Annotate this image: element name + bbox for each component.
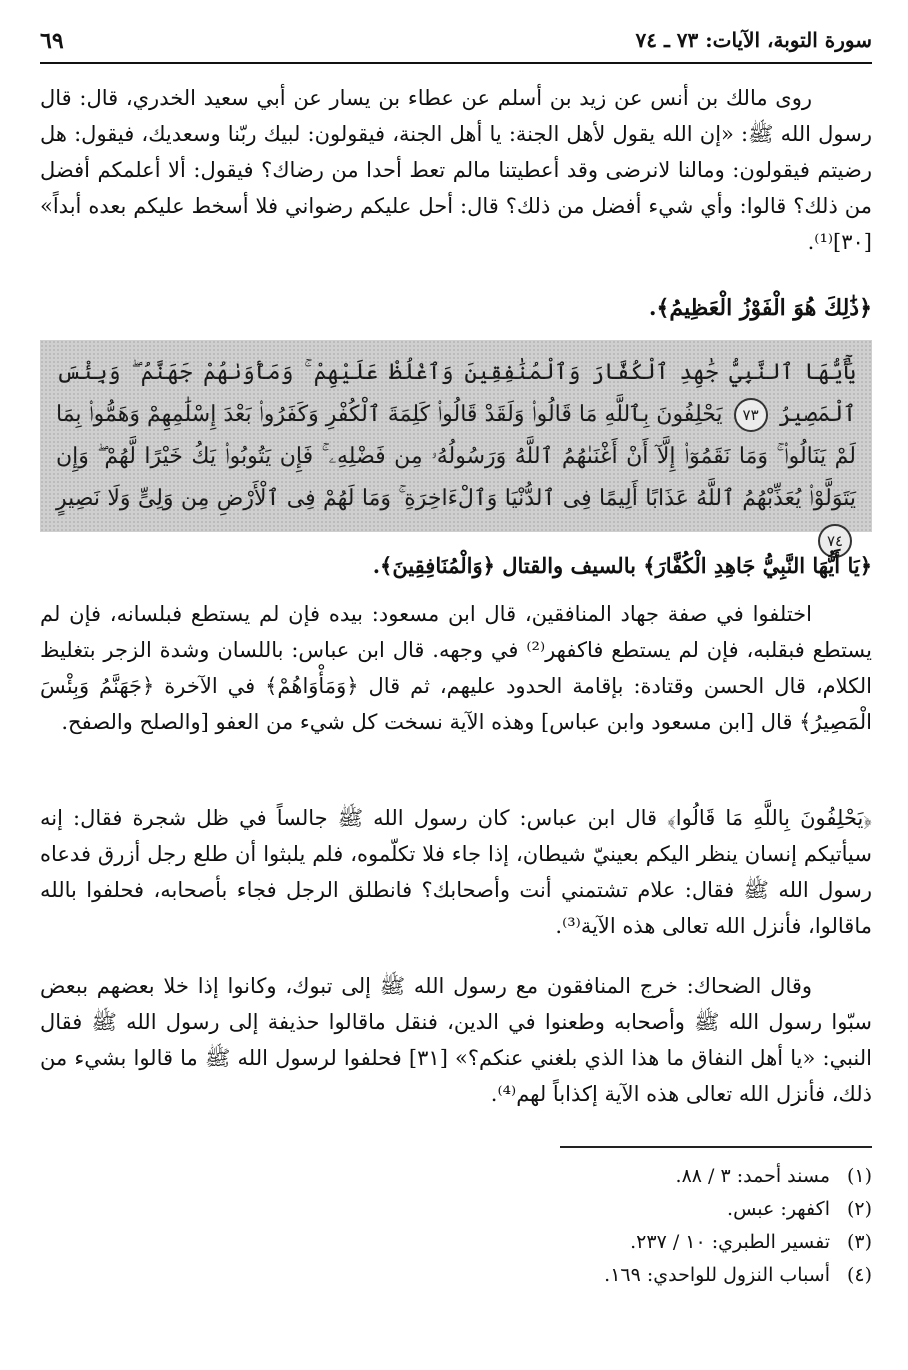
quran-verse-73: يَٰٓأَيُّهَا ٱلنَّبِيُّ جَٰهِدِ ٱلْكُفَّارَ وَٱلْمُنَٰفِقِينَ وَٱغْلُظْ عَلَيْهِمْ ۚ وَمَأْوَىٰهُمْ جَهَنَّمُ ۖ وَبِئْسَ ٱلْمَصِيرُ <box>56 360 856 427</box>
paragraph-jihad: اختلفوا في صفة جهاد المنافقين، قال ابن مسعود: بيده فإن لم يستطع فبلسانه، فإن لم يستطع فبقلبه، فإن لم يستطع فاكفهر⁽²⁾ في وجهه. قال ابن عباس: باللسان وشدة الزجر بتغليظ الكلام، قال الحسن وقتادة: بإقامة الحدود عليهم، ثم قال ﴿وَمَأْوَاهُمْ﴾ في الآخرة ﴿جَهَنَّمُ وَبِئْسَ الْمَصِيرُ﴾ قال [ابن مسعود وابن عباس] وهذه الآية نسخت كل شيء من العفو [والصلح والصفح. <box>40 602 873 734</box>
paragraph-hadith: روى مالك بن أنس عن زيد بن أسلم عن عطاء بن يسار عن أبي سعيد الخدري، قال: قال رسول الله ﷺ: «إن الله يقول لأهل الجنة: يا أهل الجنة، فيقولون: لبيك ربّنا وسعديك، فيقول: هل رضيتم فيقولون: ومالنا لانرضى وقد أعطيتنا مالم تعط أحدا من رضاك؟ فيقول: ألا أعلمكم أفضل من ذلك؟ قالوا: وأي شيء أفضل من ذلك؟ قال: أحل عليكم رضواني فلا أسخط عليكم بعده أبداً» [٣٠]⁽¹⁾. <box>40 86 872 254</box>
quran-verse-box <box>40 340 872 550</box>
quran-verse-74: يَحْلِفُونَ بِٱللَّهِ مَا قَالُوا۟ وَلَقَدْ قَالُوا۟ كَلِمَةَ ٱلْكُفْرِ وَكَفَرُوا۟ بَعْدَ إِسْلَٰمِهِمْ وَهَمُّوا۟ بِمَا لَمْ يَنَالُوا۟ ۚ وَمَا نَقَمُوٓا۟ إِلَّآ أَنْ أَغْنَىٰهُمُ ٱللَّهُ وَرَسُولُهُۥ مِن فَضْلِهِۦ ۚ فَإِن يَتُوبُوا۟ يَكُ خَيْرًا لَّهُمْ ۖ وَإِن يَتَوَلَّوْا۟ يُعَذِّبْهُمُ ٱللَّهُ عَذَابًا أَلِيمًا فِى ٱلدُّنْيَا وَٱلْءَاخِرَةِ ۚ وَمَا لَهُمْ فِى ٱلْأَرْضِ مِن وَلِىٍّ وَلَا نَصِيرٍ <box>56 402 856 511</box>
ayah-number-73: ٧٣ <box>734 398 768 432</box>
footnote-divider <box>560 1146 872 1148</box>
page-number: ٦٩ <box>40 28 64 54</box>
surah-title: سورة التوبة، الآيات: ٧٣ ـ ٧٤ <box>635 28 872 52</box>
ayah-number-74: ٧٤ <box>818 524 852 558</box>
running-header <box>40 26 872 64</box>
footnotes <box>272 1160 872 1292</box>
footnote: (٤)أسباب النزول للواحدي: ١٦٩. <box>604 1264 872 1286</box>
footnote: (١)مسند أحمد: ٣ / ٨٨. <box>675 1165 872 1187</box>
paragraph-swearing: ﴿يَحْلِفُونَ بِاللَّهِ مَا قَالُوا﴾ قال ابن عباس: كان رسول الله ﷺ جالساً في ظل شجرة فقال: إنه سيأتيكم إنسان ينظر اليكم بعينيّ شيطان، إذا جاء فلا تكلّموه، فلم يلبثوا أن طلع رجل أزرق فدعاه رسول الله ﷺ فقال: علام تشتمني أنت وأصحابك؟ فانطلق الرجل فجاء بأصحابه، فحلفوا بالله ماقالوا، فأنزل الله تعالى هذه الآية⁽³⁾. <box>40 806 872 938</box>
paragraph-dahhak: وقال الضحاك: خرج المنافقون مع رسول الله ﷺ إلى تبوك، وكانوا إذا خلا بعضهم ببعض سبّوا رسول الله ﷺ وأصحابه وطعنوا في الدين، فنقل ماقالوا حذيفة إلى رسول الله ﷺ فقال النبي: «يا أهل النفاق ما هذا الذي بلغني عنكم؟» [٣١] فحلفوا لرسول الله ﷺ ما قالوا بشيء من ذلك، فأنزل الله تعالى هذه الآية إكذاباً لهم⁽⁴⁾. <box>40 974 872 1106</box>
paragraph-verse-commentary: ﴿يَا أَيُّهَا النَّبِيُّ جَاهِدِ الْكُفَّارَ﴾ بالسيف والقتال ﴿وَالْمُنَافِقِينَ﴾. <box>372 553 872 578</box>
verse-citation: ﴿ذَٰلِكَ هُوَ الْفَوْزُ الْعَظِيمُ﴾. <box>648 295 872 321</box>
footnote: (٣)تفسير الطبري: ١٠ / ٢٣٧. <box>630 1231 872 1253</box>
footnote: (٢)اكفهر: عبس. <box>727 1198 872 1220</box>
